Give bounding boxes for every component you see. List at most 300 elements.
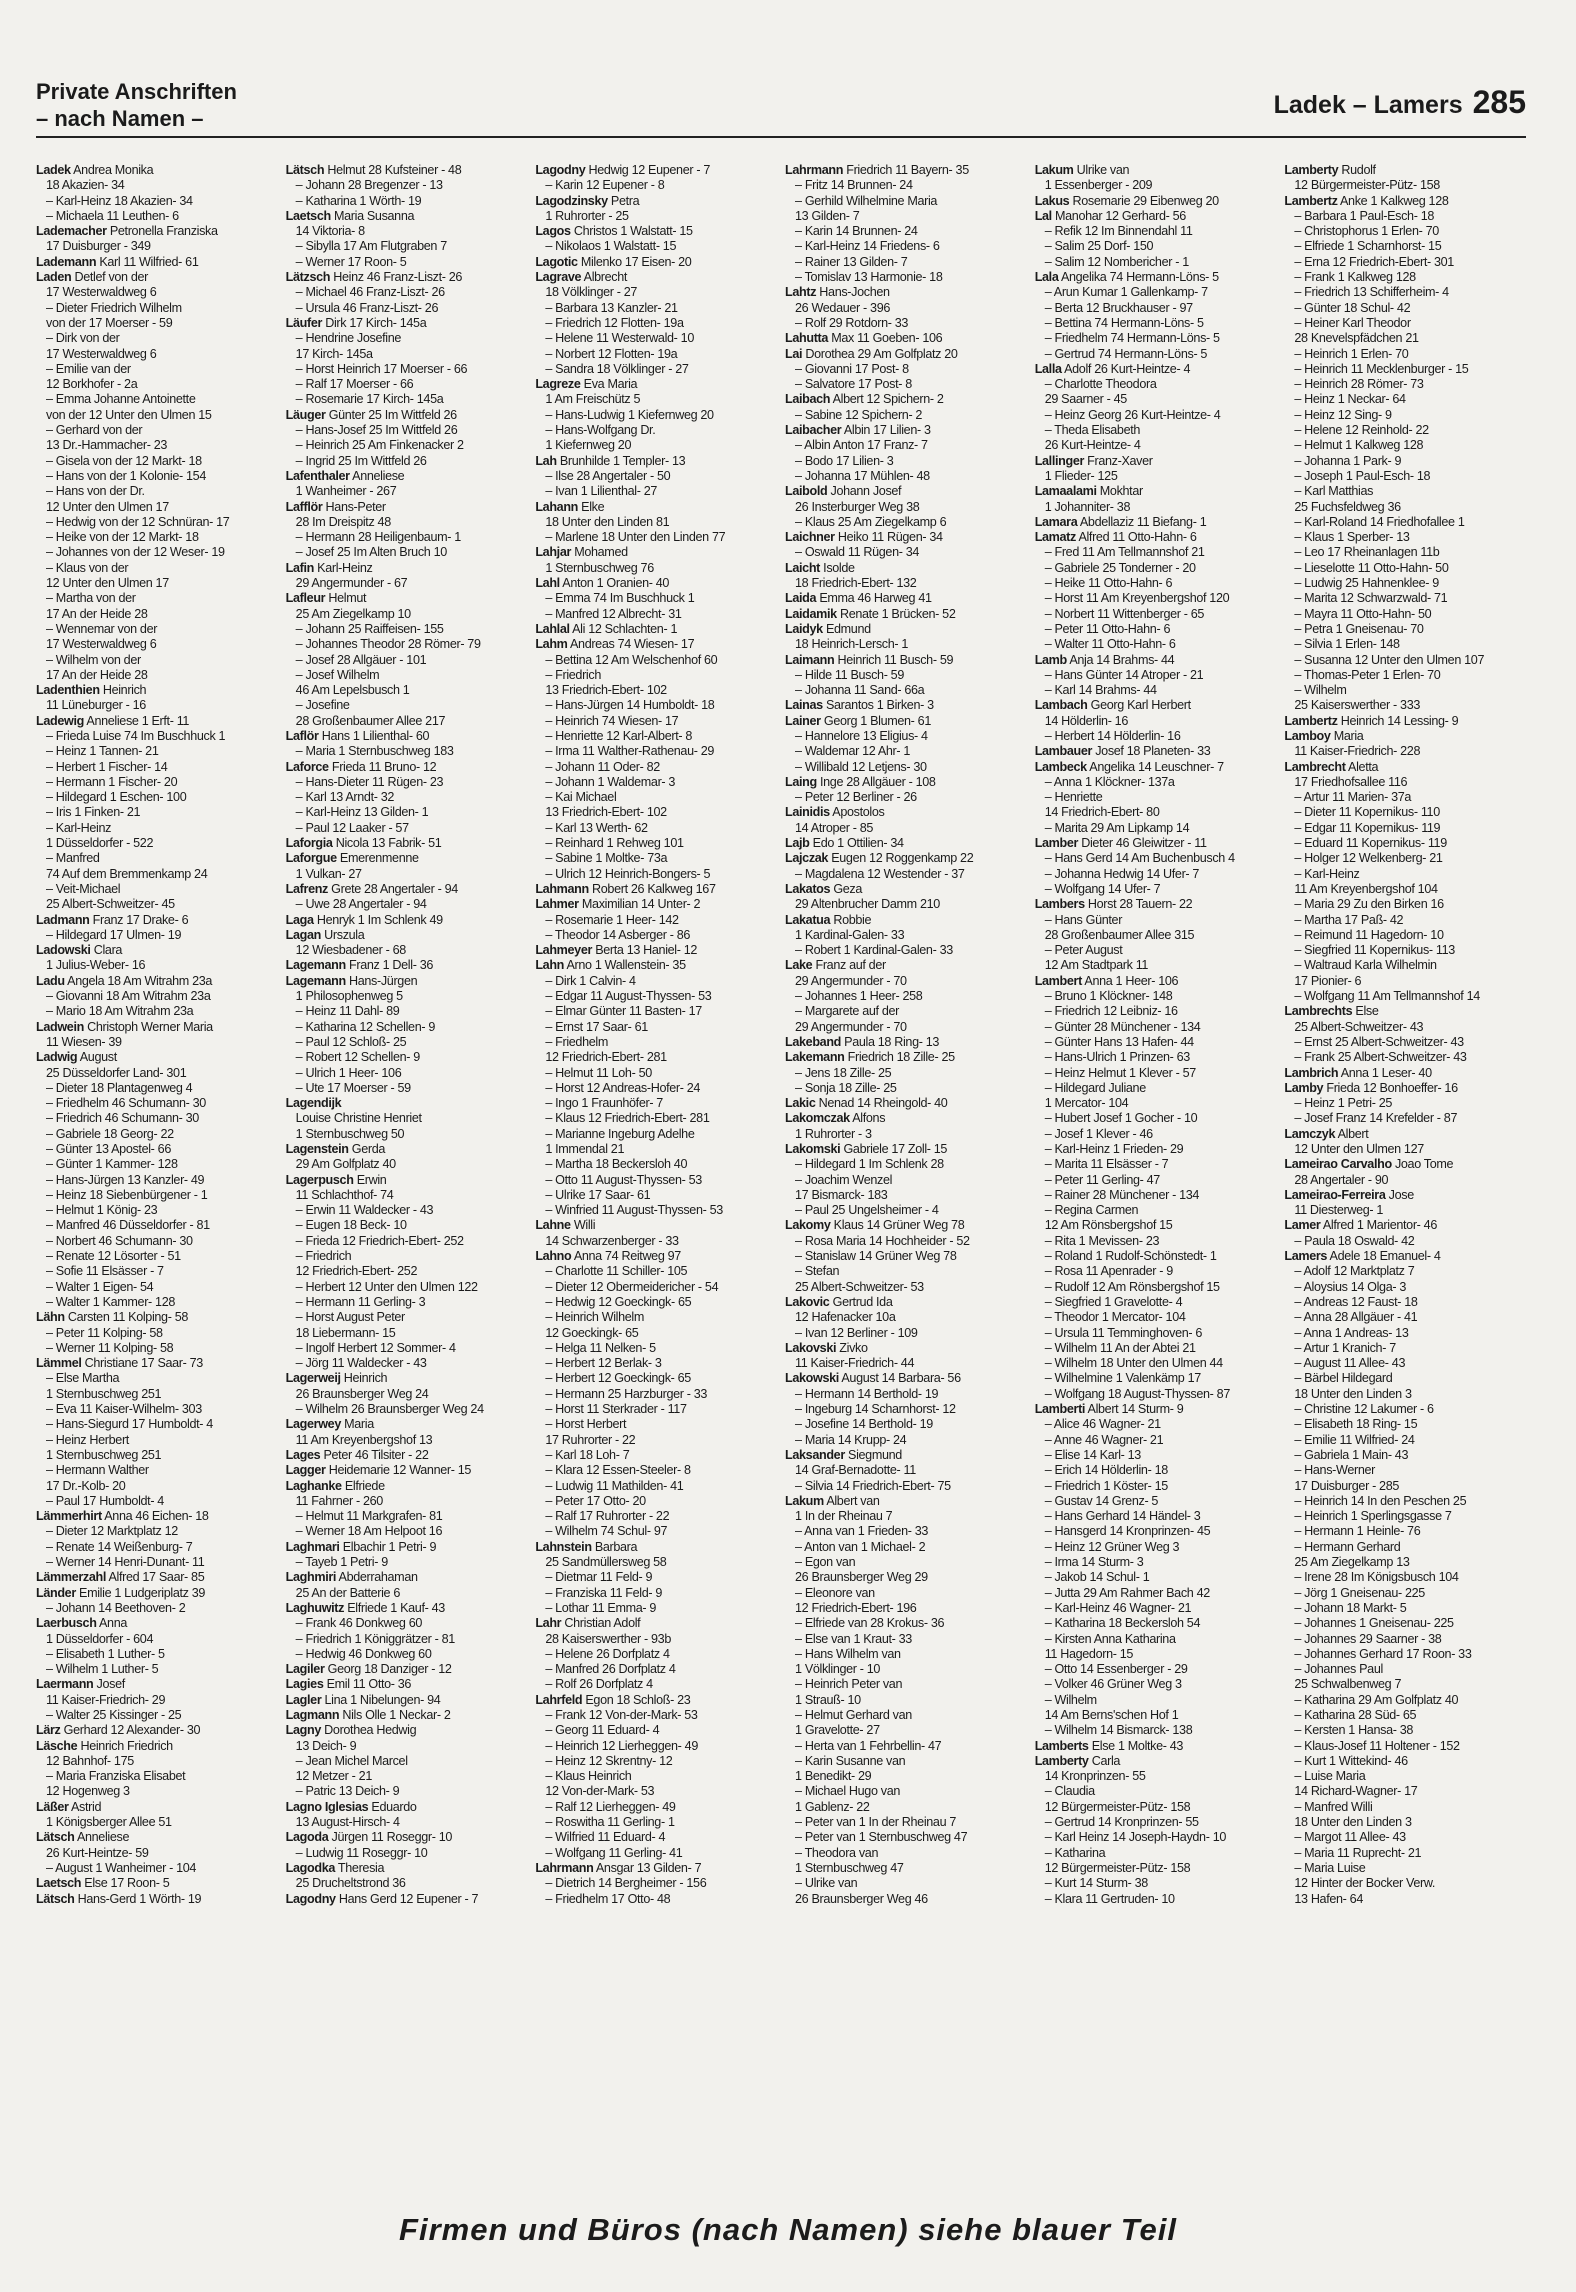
surname: Lamer bbox=[1284, 1218, 1321, 1233]
directory-entry bbox=[1284, 1111, 1526, 1126]
directory-entry bbox=[36, 775, 278, 790]
directory-entry bbox=[36, 683, 278, 698]
entry-continuation: 11 Fahrner - 260 bbox=[295, 1493, 383, 1508]
entry-continuation: – Veit-Michael bbox=[46, 881, 121, 896]
directory-entry bbox=[535, 1754, 777, 1769]
directory-entry bbox=[286, 1754, 528, 1769]
surname: Lameirao Carvalho bbox=[1284, 1157, 1392, 1172]
entry-details: Petra bbox=[607, 193, 640, 208]
directory-entry bbox=[535, 1249, 777, 1264]
surname: Laden bbox=[36, 270, 72, 285]
directory-entry bbox=[286, 1326, 528, 1341]
directory-entry bbox=[36, 729, 278, 744]
surname: Lagemann bbox=[285, 973, 346, 988]
entry-continuation: Louise Christine Henriet bbox=[295, 1111, 422, 1126]
entry-continuation: – Emilie 11 Wilfried- 24 bbox=[1294, 1432, 1415, 1447]
directory-entry bbox=[1035, 1601, 1277, 1616]
entry-details: Karl-Heinz bbox=[314, 560, 373, 575]
entry-continuation: – Emilie van der bbox=[46, 361, 131, 376]
entry-continuation: – Jörg 11 Waldecker - 43 bbox=[295, 1356, 427, 1371]
directory-entry bbox=[1035, 469, 1277, 484]
entry-details: Maria Susanna bbox=[330, 208, 415, 223]
entry-continuation: 13 Hafen- 64 bbox=[1294, 1891, 1363, 1906]
entry-details: Mohamed bbox=[571, 545, 628, 560]
entry-continuation: 1 Strauß- 10 bbox=[795, 1692, 861, 1707]
directory-entry bbox=[785, 545, 1027, 560]
entry-continuation: – Maria 11 Ruprecht- 21 bbox=[1294, 1845, 1422, 1860]
entry-continuation: – Charlotte 11 Schiller- 105 bbox=[545, 1264, 688, 1279]
entry-continuation: – Dieter 11 Kopernikus- 110 bbox=[1294, 805, 1440, 820]
entry-continuation: – Günter 18 Schul- 42 bbox=[1294, 300, 1411, 315]
entry-continuation: 11 Am Kreyenbergshof 13 bbox=[295, 1432, 433, 1447]
entry-continuation: – Paul 25 Ungelsheimer - 4 bbox=[795, 1203, 939, 1218]
surname: Lagmann bbox=[285, 1707, 340, 1722]
surname: Lahrmann bbox=[785, 163, 844, 177]
entry-continuation: 1 Gravelotte- 27 bbox=[795, 1723, 880, 1738]
directory-entry bbox=[1035, 1739, 1277, 1754]
surname: Lah bbox=[535, 453, 557, 468]
surname: Lamberti bbox=[1034, 1402, 1086, 1417]
directory-entry bbox=[286, 163, 528, 178]
directory-entry bbox=[286, 1234, 528, 1249]
entry-continuation: – Josef 28 Allgäuer - 101 bbox=[295, 652, 427, 667]
directory-entry bbox=[1284, 622, 1526, 637]
entry-details: Christoph Werner Maria bbox=[83, 1019, 213, 1034]
directory-entry bbox=[36, 194, 278, 209]
directory-entry bbox=[1284, 1662, 1526, 1677]
entry-continuation: – Sabine 12 Spichern- 2 bbox=[795, 407, 923, 422]
surname: Lambach bbox=[1034, 698, 1088, 713]
directory-entry bbox=[1284, 1004, 1526, 1019]
directory-entry bbox=[785, 1861, 1027, 1876]
entry-details: Brunhilde 1 Templer- 13 bbox=[556, 453, 686, 468]
entry-continuation: 17 Ruhrorter - 22 bbox=[545, 1432, 636, 1447]
entry-continuation: – Johannes 29 Saarner - 38 bbox=[1294, 1631, 1442, 1646]
directory-entry bbox=[1035, 561, 1277, 576]
entry-continuation: – Paul 12 Laaker - 57 bbox=[295, 820, 409, 835]
directory-entry bbox=[286, 1479, 528, 1494]
surname: Lahm bbox=[535, 637, 568, 652]
entry-continuation: – Klaus 25 Am Ziegelkamp 6 bbox=[795, 514, 947, 529]
directory-entry bbox=[1284, 1601, 1526, 1616]
directory-entry bbox=[1284, 1586, 1526, 1601]
directory-entry bbox=[1035, 1892, 1277, 1907]
directory-entry bbox=[785, 821, 1027, 836]
directory-entry bbox=[1035, 377, 1277, 392]
directory-entry bbox=[785, 1173, 1027, 1188]
directory-entry bbox=[535, 1784, 777, 1799]
entry-continuation: – Renate 14 Weißenburg- 7 bbox=[46, 1539, 193, 1554]
directory-entry bbox=[286, 1203, 528, 1218]
entry-continuation: – Horst 11 Am Kreyenbergshof 120 bbox=[1044, 591, 1230, 606]
directory-entry bbox=[286, 209, 528, 224]
entry-continuation: – Johann 14 Beethoven- 2 bbox=[46, 1600, 186, 1615]
directory-entry bbox=[1284, 744, 1526, 759]
entry-continuation: – Günter 1 Kammer- 128 bbox=[46, 1157, 178, 1172]
entry-continuation: – Marita 29 Am Lipkamp 14 bbox=[1044, 820, 1190, 835]
entry-continuation: – Hildegard Juliane bbox=[1044, 1080, 1146, 1095]
entry-continuation: – Peter van 1 In der Rheinau 7 bbox=[795, 1815, 957, 1830]
directory-entry bbox=[785, 775, 1027, 790]
directory-entry bbox=[36, 1754, 278, 1769]
entry-details: Ali 12 Schlachten- 1 bbox=[569, 621, 678, 636]
directory-entry bbox=[286, 239, 528, 254]
directory-entry bbox=[785, 469, 1027, 484]
entry-continuation: – Sofie 11 Elsässer - 7 bbox=[46, 1264, 164, 1279]
entry-continuation: – Friedhelm 17 Otto- 48 bbox=[545, 1891, 671, 1906]
directory-entry bbox=[36, 882, 278, 897]
entry-continuation: – Martha 18 Beckersloh 40 bbox=[545, 1157, 688, 1172]
entry-details: Maria bbox=[1330, 728, 1364, 743]
directory-entry bbox=[286, 1524, 528, 1539]
surname: Lahann bbox=[535, 499, 579, 514]
entry-continuation: – Friedrich 1 Köster- 15 bbox=[1044, 1478, 1168, 1493]
entry-continuation: – Walter 11 Otto-Hahn- 6 bbox=[1044, 637, 1176, 652]
directory-entry bbox=[1035, 1800, 1277, 1815]
entry-continuation: 14 Schwarzenberger - 33 bbox=[545, 1233, 679, 1248]
directory-entry bbox=[535, 423, 777, 438]
directory-entry bbox=[535, 178, 777, 193]
entry-continuation: – Johannes Paul bbox=[1294, 1662, 1383, 1677]
entry-continuation: – Adolf 12 Marktplatz 7 bbox=[1294, 1264, 1415, 1279]
directory-entry bbox=[1284, 867, 1526, 882]
directory-entry bbox=[785, 1234, 1027, 1249]
entry-continuation: – Dieter 12 Marktplatz 12 bbox=[46, 1524, 178, 1539]
entry-continuation: – Holger 12 Welkenberg- 21 bbox=[1294, 851, 1443, 866]
directory-entry bbox=[1035, 1708, 1277, 1723]
entry-continuation: – Karl-Heinz 46 Wagner- 21 bbox=[1044, 1600, 1192, 1615]
entry-continuation: 18 Akazien- 34 bbox=[46, 178, 125, 193]
directory-entry bbox=[36, 607, 278, 622]
entry-continuation: 13 Deich- 9 bbox=[295, 1738, 357, 1753]
directory-entry bbox=[286, 1601, 528, 1616]
entry-continuation: – Friedrich 13 Schifferheim- 4 bbox=[1294, 285, 1449, 300]
entry-continuation: – Heinz 1 Tannen- 21 bbox=[46, 744, 159, 759]
directory-entry bbox=[785, 1081, 1027, 1096]
entry-details: Theresia bbox=[335, 1860, 385, 1875]
entry-continuation: – Wennemar von der bbox=[46, 621, 158, 636]
directory-entry bbox=[36, 943, 278, 958]
directory-entry bbox=[1284, 714, 1526, 729]
directory-entry bbox=[535, 362, 777, 377]
directory-entry bbox=[785, 1203, 1027, 1218]
directory-entry bbox=[1284, 1861, 1526, 1876]
directory-entry bbox=[286, 958, 528, 973]
surname: Lahl bbox=[535, 576, 560, 591]
entry-continuation: – Ludwig 11 Mathilden- 41 bbox=[545, 1478, 684, 1493]
entry-details: Franz 1 Dell- 36 bbox=[345, 958, 433, 973]
surname: Lakic bbox=[785, 1096, 816, 1111]
entry-continuation: – Heinz 1 Petri- 25 bbox=[1294, 1096, 1393, 1111]
directory-entry bbox=[785, 1218, 1027, 1233]
directory-entry bbox=[1284, 821, 1526, 836]
entry-continuation: – Tayeb 1 Petri- 9 bbox=[295, 1555, 388, 1570]
entry-details: Milenko 17 Eisen- 20 bbox=[577, 254, 692, 269]
entry-continuation: – Karin Susanne van bbox=[795, 1753, 906, 1768]
directory-entry bbox=[36, 1356, 278, 1371]
directory-entry bbox=[535, 530, 777, 545]
entry-continuation: – Walter 1 Eigen- 54 bbox=[46, 1279, 154, 1294]
surname: Lafrenz bbox=[285, 881, 329, 896]
entry-continuation: – Wolfgang 11 Gerling- 41 bbox=[545, 1845, 683, 1860]
directory-entry bbox=[1035, 607, 1277, 622]
directory-entry bbox=[36, 1111, 278, 1126]
surname: Lagemann bbox=[285, 958, 346, 973]
directory-entry bbox=[36, 316, 278, 331]
surname: Lakowski bbox=[785, 1371, 839, 1386]
entry-continuation: – Friedhelm 46 Schumann- 30 bbox=[46, 1096, 206, 1111]
directory-entry bbox=[1284, 469, 1526, 484]
entry-continuation: – August 1 Wanheimer - 104 bbox=[46, 1860, 197, 1875]
directory-entry bbox=[1035, 1555, 1277, 1570]
directory-entry bbox=[1035, 255, 1277, 270]
directory-entry bbox=[286, 1448, 528, 1463]
directory-entry bbox=[785, 270, 1027, 285]
surname: Lambrecht bbox=[1284, 759, 1346, 774]
directory-entry bbox=[36, 1234, 278, 1249]
directory-entry bbox=[535, 775, 777, 790]
directory-entry bbox=[286, 1264, 528, 1279]
directory-entry bbox=[1284, 561, 1526, 576]
entry-continuation: – Wilhelm 18 Unter den Ulmen 44 bbox=[1044, 1356, 1223, 1371]
entry-continuation: – Ingolf Herbert 12 Sommer- 4 bbox=[295, 1340, 456, 1355]
surname: Lakemann bbox=[785, 1050, 845, 1065]
entry-continuation: – Susanna 12 Unter den Ulmen 107 bbox=[1294, 652, 1485, 667]
entry-details: Hans-Peter bbox=[322, 499, 386, 514]
directory-entry bbox=[286, 1004, 528, 1019]
surname: Lätsch bbox=[36, 1830, 75, 1845]
entry-continuation: – Dirk 1 Calvin- 4 bbox=[545, 973, 636, 988]
entry-continuation: – Heinrich 11 Mecklenburger - 15 bbox=[1294, 361, 1469, 376]
directory-entry bbox=[286, 224, 528, 239]
entry-continuation: – Hans-Siegurd 17 Humboldt- 4 bbox=[46, 1417, 213, 1432]
entry-continuation: – Hans-Ulrich 1 Prinzen- 63 bbox=[1044, 1050, 1190, 1065]
directory-entry bbox=[535, 607, 777, 622]
entry-continuation: 18 Friedrich-Ebert- 132 bbox=[795, 576, 917, 591]
directory-entry bbox=[785, 1356, 1027, 1371]
entry-continuation: 12 Unter den Ulmen 127 bbox=[1294, 1142, 1424, 1156]
surname: Lagos bbox=[535, 224, 571, 239]
entry-continuation: – Gisela von der 12 Markt- 18 bbox=[46, 453, 202, 468]
directory-entry bbox=[1284, 1218, 1526, 1233]
directory-entry bbox=[535, 1387, 777, 1402]
entry-details: Petronella Franziska bbox=[106, 224, 218, 239]
directory-entry bbox=[1284, 545, 1526, 560]
entry-continuation: – Dirk von der bbox=[46, 331, 120, 346]
entry-continuation: – Heinz 12 Skrentny- 12 bbox=[545, 1753, 673, 1768]
entry-continuation: – Rosa 11 Apenrader - 9 bbox=[1044, 1264, 1173, 1279]
directory-entry bbox=[535, 1463, 777, 1478]
entry-continuation: – Elfriede van 28 Krokus- 36 bbox=[795, 1616, 945, 1631]
page-range-title: Ladek – Lamers bbox=[1273, 91, 1463, 119]
entry-continuation: – Ulrich 1 Heer- 106 bbox=[295, 1065, 402, 1080]
directory-entry bbox=[1284, 1096, 1526, 1111]
directory-entry bbox=[36, 1800, 278, 1815]
entry-details: Zivko bbox=[836, 1340, 868, 1355]
entry-details: Erwin bbox=[353, 1172, 387, 1187]
entry-continuation: – Hendrine Josefine bbox=[295, 331, 402, 346]
surname: Lätzsch bbox=[285, 270, 331, 285]
directory-entry bbox=[1284, 760, 1526, 775]
directory-entry bbox=[1284, 1387, 1526, 1402]
directory-entry bbox=[1035, 1326, 1277, 1341]
directory-entry bbox=[785, 622, 1027, 637]
entry-continuation: – Ralf 17 Ruhrorter - 22 bbox=[545, 1509, 670, 1524]
entry-details: Maximilian 14 Unter- 2 bbox=[578, 897, 701, 912]
entry-details: Jürgen 11 Roseggr- 10 bbox=[328, 1830, 453, 1845]
surname: Lambertz bbox=[1284, 193, 1338, 208]
entry-continuation: – Wilhelm bbox=[1044, 1692, 1097, 1707]
directory-entry bbox=[36, 239, 278, 254]
entry-continuation: 17 Bismarck- 183 bbox=[795, 1187, 888, 1202]
entry-continuation: – Hermann Gerhard bbox=[1294, 1539, 1401, 1554]
directory-entry bbox=[535, 1769, 777, 1784]
entry-details: Klaus 14 Grüner Weg 78 bbox=[830, 1218, 965, 1233]
entry-continuation: – Stanislaw 14 Grüner Weg 78 bbox=[795, 1249, 957, 1264]
entry-details: Christos 1 Walstatt- 15 bbox=[570, 224, 693, 239]
surname: Lamberts bbox=[1034, 1738, 1089, 1753]
entry-continuation: – Ralf 17 Moerser - 66 bbox=[295, 377, 414, 392]
directory-entry bbox=[36, 500, 278, 515]
entry-continuation: – Wolfgang 11 Am Tellmannshof 14 bbox=[1294, 989, 1480, 1004]
entry-continuation: – Klaus-Josef 11 Holtener - 152 bbox=[1294, 1738, 1460, 1753]
surname: Lähn bbox=[36, 1310, 65, 1325]
surname: Lämmerzahl bbox=[36, 1570, 106, 1585]
entry-continuation: – Maria 1 Sternbuschweg 183 bbox=[295, 744, 454, 759]
directory-entry bbox=[785, 637, 1027, 652]
entry-details: Heiko 11 Rügen- 34 bbox=[834, 530, 943, 545]
directory-entry bbox=[535, 255, 777, 270]
entry-continuation: – Winfried 11 August-Thyssen- 53 bbox=[545, 1203, 723, 1218]
entry-continuation: 12 Hinter der Bocker Verw. bbox=[1294, 1876, 1436, 1891]
entry-details: Albert 12 Spichern- 2 bbox=[830, 392, 944, 407]
entry-continuation: 18 Unter den Linden 3 bbox=[1294, 1815, 1412, 1830]
directory-entry bbox=[1284, 1341, 1526, 1356]
entry-continuation: – Heike von der 12 Markt- 18 bbox=[46, 530, 199, 545]
directory-entry bbox=[535, 1800, 777, 1815]
directory-entry bbox=[1284, 484, 1526, 499]
entry-continuation: – Edgar 11 August-Thyssen- 53 bbox=[545, 989, 712, 1004]
directory-entry bbox=[1035, 1173, 1277, 1188]
entry-continuation: – Gabriela 1 Main- 43 bbox=[1294, 1447, 1409, 1462]
directory-entry bbox=[785, 836, 1027, 851]
entry-continuation: 26 Braunsberger Weg 24 bbox=[295, 1386, 429, 1401]
directory-entry bbox=[535, 958, 777, 973]
entry-continuation: – Hedwig 12 Goeckingk- 65 bbox=[545, 1294, 692, 1309]
surname: Lainidis bbox=[785, 805, 830, 820]
directory-entry bbox=[535, 576, 777, 591]
directory-entry bbox=[286, 301, 528, 316]
entry-continuation: – Kurt 14 Sturm- 38 bbox=[1044, 1876, 1148, 1891]
directory-entry bbox=[785, 668, 1027, 683]
entry-continuation: – Anna 1 Klöckner- 137a bbox=[1044, 774, 1175, 789]
directory-entry bbox=[1284, 209, 1526, 224]
entry-continuation: – Ingrid 25 Im Wittfeld 26 bbox=[295, 453, 427, 468]
directory-entry bbox=[36, 1433, 278, 1448]
directory-entry bbox=[1035, 194, 1277, 209]
directory-entry bbox=[535, 1647, 777, 1662]
surname: Lahjar bbox=[535, 545, 572, 560]
directory-entry bbox=[36, 958, 278, 973]
directory-entry bbox=[785, 974, 1027, 989]
entry-details: Elbachir 1 Petri- 9 bbox=[339, 1539, 437, 1554]
directory-entry bbox=[36, 1846, 278, 1861]
directory-entry bbox=[535, 989, 777, 1004]
entry-continuation: – Ingeburg 14 Scharnhorst- 12 bbox=[795, 1402, 956, 1417]
entry-continuation: – Ingo 1 Fraunhöfer- 7 bbox=[545, 1096, 663, 1111]
surname: Lagerweij bbox=[285, 1371, 341, 1386]
directory-entry bbox=[1035, 301, 1277, 316]
directory-entry bbox=[1284, 928, 1526, 943]
entry-continuation: – Peter van 1 Sternbuschweg 47 bbox=[795, 1830, 968, 1845]
directory-entry bbox=[286, 1463, 528, 1478]
surname: Lärz bbox=[36, 1723, 61, 1738]
surname: Lahno bbox=[535, 1249, 572, 1264]
surname: Laidyk bbox=[785, 621, 823, 636]
entry-details: Aletta bbox=[1345, 759, 1379, 774]
directory-entry bbox=[286, 377, 528, 392]
directory-entry bbox=[785, 683, 1027, 698]
directory-entry bbox=[286, 316, 528, 331]
directory-entry bbox=[1035, 1050, 1277, 1065]
directory-entry bbox=[1284, 805, 1526, 820]
entry-continuation: 14 Kronprinzen- 55 bbox=[1044, 1769, 1146, 1784]
directory-entry bbox=[535, 805, 777, 820]
entry-continuation: 1 Sternbuschweg 47 bbox=[795, 1860, 904, 1875]
entry-details: Eduardo bbox=[368, 1799, 417, 1814]
directory-entry bbox=[1284, 836, 1526, 851]
entry-continuation: – Herbert 1 Fischer- 14 bbox=[46, 759, 168, 774]
entry-continuation: – Josef Franz 14 Krefelder - 87 bbox=[1294, 1111, 1458, 1126]
entry-details: Urszula bbox=[321, 927, 365, 942]
directory-entry bbox=[36, 1815, 278, 1830]
entry-continuation: – Sandra 18 Völklinger - 27 bbox=[545, 361, 689, 376]
directory-entry bbox=[535, 1524, 777, 1539]
entry-continuation: – Friedrich 12 Leibniz- 16 bbox=[1044, 1004, 1178, 1019]
directory-entry bbox=[785, 653, 1027, 668]
entry-continuation: – Hansgerd 14 Kronprinzen- 45 bbox=[1044, 1524, 1211, 1539]
directory-entry bbox=[1284, 943, 1526, 958]
directory-entry bbox=[535, 1066, 777, 1081]
entry-continuation: – Georg 11 Eduard- 4 bbox=[545, 1723, 660, 1738]
directory-entry bbox=[286, 1570, 528, 1585]
entry-continuation: – Dietrich 14 Bergheimer - 156 bbox=[545, 1876, 707, 1891]
directory-entry bbox=[785, 913, 1027, 928]
directory-entry bbox=[535, 1570, 777, 1585]
surname: Lakomski bbox=[785, 1142, 841, 1156]
entry-continuation: – Wilhelm 14 Bismarck- 138 bbox=[1044, 1723, 1193, 1738]
entry-continuation: 17 Dr.-Kolb- 20 bbox=[46, 1478, 126, 1493]
directory-entry bbox=[1284, 1310, 1526, 1325]
entry-continuation: – Heinrich 14 In den Peschen 25 bbox=[1294, 1493, 1467, 1508]
entry-continuation: – Anne 46 Wagner- 21 bbox=[1044, 1432, 1164, 1447]
entry-continuation: – Hermann 1 Fischer- 20 bbox=[46, 774, 178, 789]
directory-entry bbox=[535, 316, 777, 331]
directory-entry bbox=[1035, 958, 1277, 973]
directory-entry bbox=[535, 1662, 777, 1677]
entry-continuation: 1 Mercator- 104 bbox=[1044, 1096, 1129, 1111]
directory-entry bbox=[1035, 653, 1277, 668]
entry-continuation: 28 Knevelspfädchen 21 bbox=[1294, 331, 1419, 346]
entry-continuation: 12 Goeckingk- 65 bbox=[545, 1325, 639, 1340]
entry-continuation: 29 Angermunder - 67 bbox=[295, 576, 408, 591]
directory-entry bbox=[1284, 1846, 1526, 1861]
entry-details: Max 11 Goeben- 106 bbox=[828, 331, 943, 346]
entry-continuation: – Herbert 12 Berlak- 3 bbox=[545, 1356, 662, 1371]
directory-entry bbox=[1284, 607, 1526, 622]
entry-continuation: – Wilhelm von der bbox=[46, 652, 141, 667]
directory-entry bbox=[1284, 1524, 1526, 1539]
